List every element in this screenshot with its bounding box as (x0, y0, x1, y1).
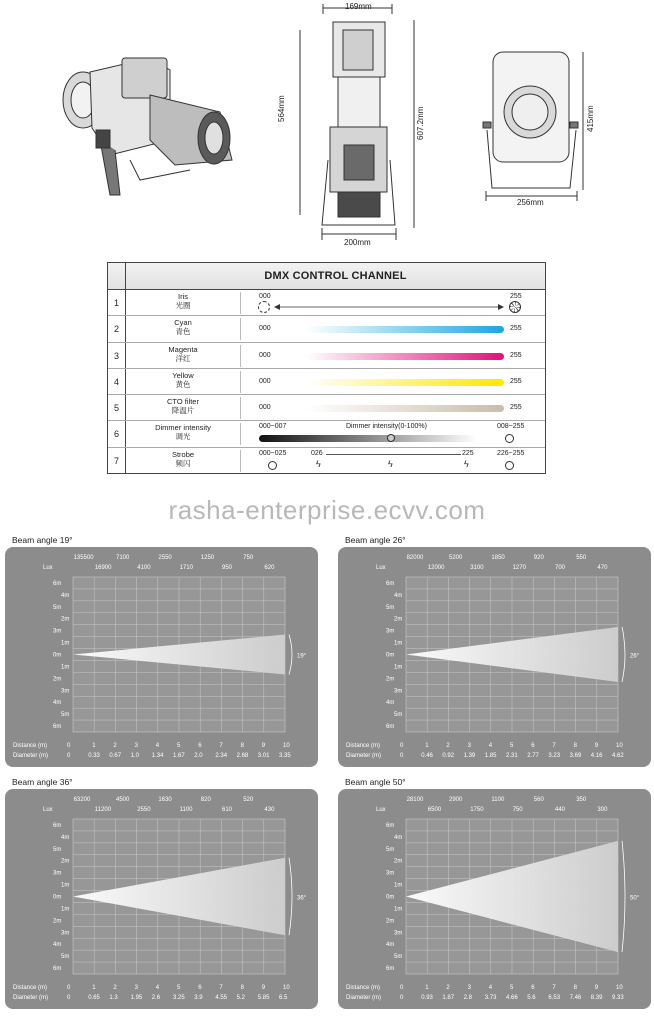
diameter-value: 1.85 (484, 753, 497, 759)
lux-value-top: 560 (533, 797, 544, 803)
lux-value-bottom: 700 (555, 565, 566, 571)
lux-value-bottom: 6500 (427, 807, 442, 813)
distance-value: 7 (552, 985, 556, 991)
y-axis-label: 1m (394, 640, 403, 647)
y-axis-label: 1m (394, 664, 403, 671)
lux-value-top: 4500 (116, 797, 130, 803)
lux-value-bottom: 11200 (94, 807, 112, 813)
lux-value-top: 1250 (200, 555, 215, 561)
channel-name-cn: 青色 (175, 327, 191, 337)
beam-angle-label: 26° (630, 653, 640, 660)
y-axis-label: 2m (53, 676, 62, 683)
beam-chart-36 (5, 789, 318, 1009)
y-axis-label: 6m (386, 580, 395, 587)
lux-value-bottom: 300 (597, 807, 608, 813)
y-axis-label: 4m (386, 942, 395, 949)
lux-value-bottom: 750 (512, 807, 523, 813)
distance-value: 5 (510, 985, 514, 991)
cto-gradient-bar (306, 405, 504, 412)
lux-value-bottom: 1710 (179, 565, 193, 571)
y-axis-label: 4m (61, 834, 70, 841)
distance-value: 8 (240, 985, 244, 991)
lux-value-bottom: 16900 (94, 565, 112, 571)
distance-value: 7 (219, 985, 223, 991)
dim-415: 415mm (586, 105, 595, 132)
y-axis-label: 4m (386, 700, 395, 707)
distance-value: 6 (198, 743, 202, 749)
beam-title-50: Beam angle 50° (345, 777, 406, 787)
beam-chart-50 (338, 789, 651, 1009)
distance-value: 0 (400, 985, 404, 991)
drawings-svg (0, 0, 654, 258)
channel-name-cn: 降温片 (171, 406, 195, 416)
y-axis-label: 2m (61, 616, 70, 623)
beam-chart-svg (5, 789, 318, 1009)
y-axis-label: 3m (394, 688, 403, 695)
y-axis-label: 3m (53, 628, 62, 635)
range-low: 000~025 (259, 449, 287, 457)
diameter-axis-label: Diameter (m) (13, 753, 49, 759)
dmx-row-number: 6 (108, 421, 126, 446)
cyan-gradient-bar (306, 326, 504, 333)
lux-value-bottom: 470 (597, 565, 608, 571)
dmx-row-name (126, 292, 241, 314)
lux-axis-label: Lux (376, 807, 386, 813)
range-high: 255 (510, 404, 522, 412)
diameter-value: 2.0 (194, 753, 203, 759)
distance-value: 7 (219, 743, 223, 749)
diameter-value: 0 (400, 995, 404, 1001)
yellow-gradient-bar (306, 379, 504, 386)
dmx-rows (108, 290, 545, 474)
diameter-value: 4.55 (215, 995, 228, 1001)
distance-value: 1 (425, 985, 429, 991)
range-high: 226~255 (497, 449, 525, 457)
distance-value: 1 (92, 743, 96, 749)
distance-value: 10 (616, 743, 623, 749)
channel-name-cn: 频闪 (175, 458, 191, 468)
lux-value-top: 82000 (406, 555, 424, 561)
y-axis-label: 0m (53, 894, 62, 901)
diameter-value: 3.9 (194, 995, 203, 1001)
lux-value-top: 920 (533, 555, 544, 561)
beam-chart-svg (338, 789, 651, 1009)
lux-value-bottom: 950 (222, 565, 233, 571)
distance-value: 4 (155, 743, 160, 749)
dmx-index-header-cell (108, 263, 126, 289)
y-axis-label: 6m (386, 822, 395, 829)
y-axis-label: 2m (394, 616, 403, 623)
diameter-value: 0 (67, 995, 71, 1001)
y-axis-label: 1m (61, 664, 70, 671)
y-axis-label: 1m (394, 906, 403, 913)
dimmer-gradient-bar (259, 435, 477, 442)
y-axis-label: 6m (53, 966, 62, 973)
diameter-value: 2.68 (236, 753, 249, 759)
lux-value-bottom: 440 (555, 807, 566, 813)
y-axis-label: 6m (386, 966, 395, 973)
distance-value: 2 (446, 985, 450, 991)
diameter-axis-label: Diameter (m) (346, 753, 382, 759)
beam-angle-label: 19° (297, 653, 307, 660)
dmx-table-title: DMX CONTROL CHANNEL (264, 270, 407, 282)
diameter-value: 7.46 (569, 995, 582, 1001)
y-axis-label: 5m (394, 954, 403, 961)
y-axis-label: 3m (61, 688, 70, 695)
diameter-value: 3.25 (173, 995, 185, 1001)
dmx-row-number: 2 (108, 316, 126, 341)
diameter-value: 2.8 (463, 995, 472, 1001)
dmx-row-cto-filter (108, 395, 545, 421)
beam-angle-label: 36° (297, 895, 307, 902)
y-axis-label: 5m (386, 604, 395, 611)
dmx-table-header (108, 263, 545, 290)
y-axis-label: 5m (61, 954, 70, 961)
range-low: 000 (259, 404, 271, 412)
range-high: 255 (510, 377, 522, 385)
y-axis-label: 5m (386, 846, 395, 853)
lux-value-bottom: 620 (264, 565, 275, 571)
range-high: 255 (510, 351, 522, 359)
y-axis-label: 0m (386, 894, 395, 901)
distance-value: 4 (488, 743, 493, 749)
diameter-value: 0 (400, 753, 404, 759)
dim-564: 564mm (277, 95, 286, 122)
lux-value-bottom: 2550 (137, 807, 151, 813)
distance-value: 2 (113, 985, 117, 991)
product-drawings (0, 0, 654, 258)
diameter-value: 9.33 (612, 995, 624, 1001)
watermark-text: rasha-enterprise.ecvv.com (168, 495, 486, 525)
range-low: 000 (259, 377, 271, 385)
diameter-value: 4.66 (506, 995, 518, 1001)
distance-axis-label: Distance (m) (346, 743, 381, 749)
diameter-value: 6.5 (279, 995, 288, 1001)
diameter-value: 3.23 (548, 753, 561, 759)
lux-value-top: 550 (576, 555, 587, 561)
dmx-row-name (126, 423, 241, 445)
lux-value-bottom: 1750 (470, 807, 484, 813)
distance-value: 8 (573, 743, 577, 749)
channel-name-cn: 洋红 (175, 353, 191, 363)
distance-value: 5 (177, 985, 181, 991)
channel-name: Cyan (174, 318, 192, 328)
beam-angle-label: 50° (630, 895, 640, 902)
distance-value: 1 (92, 985, 96, 991)
lux-value-top: 1100 (491, 797, 505, 803)
lightning-slow-icon: ϟ (316, 458, 321, 469)
y-axis-label: 1m (61, 882, 70, 889)
beam-title-19: Beam angle 19° (12, 535, 73, 545)
diameter-axis-label: Diameter (m) (13, 995, 49, 1001)
dimmer-full-icon (505, 434, 514, 443)
dmx-row-number: 1 (108, 290, 126, 315)
dmx-row-number: 7 (108, 448, 126, 474)
dmx-row-number: 3 (108, 343, 126, 368)
diameter-value: 5.6 (527, 995, 536, 1001)
dim-607: 607.2mm (416, 106, 425, 140)
y-axis-label: 2m (394, 858, 403, 865)
diameter-value: 2.34 (215, 753, 228, 759)
diameter-value: 1.67 (173, 753, 185, 759)
y-axis-label: 4m (53, 700, 62, 707)
diameter-value: 4.62 (612, 753, 624, 759)
magenta-gradient-bar (306, 353, 504, 360)
dimmer-intensity-label: Dimmer intensity(0-100%) (346, 423, 427, 431)
distance-value: 5 (177, 743, 181, 749)
lux-value-top: 1850 (491, 555, 505, 561)
lux-value-top: 520 (243, 797, 254, 803)
diameter-value: 4.16 (590, 753, 603, 759)
channel-name: Yellow (172, 370, 194, 380)
y-axis-label: 2m (61, 858, 70, 865)
lux-value-top: 750 (243, 555, 254, 561)
diameter-value: 0.67 (109, 753, 122, 759)
strobe-end-value: 225 (462, 449, 474, 457)
strobe-start-value: 026 (311, 449, 323, 457)
diameter-value: 3.01 (257, 753, 270, 759)
y-axis-label: 5m (53, 604, 62, 611)
y-axis-label: 6m (53, 724, 62, 731)
range-high: 255 (510, 325, 522, 333)
y-axis-label: 1m (394, 882, 403, 889)
lightning-fast-icon: ϟ (464, 458, 469, 469)
lux-value-bottom: 430 (264, 807, 275, 813)
y-axis-label: 5m (394, 712, 403, 719)
distance-value: 9 (594, 743, 599, 749)
distance-value: 10 (283, 985, 290, 991)
dmx-row-name (126, 345, 241, 367)
distance-value: 6 (531, 985, 535, 991)
distance-value: 3 (134, 985, 138, 991)
dim-169: 169mm (345, 2, 372, 11)
diameter-axis-label: Diameter (m) (346, 995, 382, 1001)
diameter-value: 3.35 (279, 753, 291, 759)
lux-value-bottom: 610 (222, 807, 233, 813)
y-axis-label: 3m (386, 870, 395, 877)
diameter-value: 1.95 (130, 995, 143, 1001)
y-axis-label: 4m (61, 592, 70, 599)
beam-angle-arc (622, 841, 625, 952)
distance-value: 9 (261, 985, 266, 991)
fixture-front-view (483, 52, 583, 201)
y-axis-label: 6m (386, 724, 395, 731)
lux-axis-label: Lux (43, 565, 53, 571)
y-axis-label: 5m (53, 846, 62, 853)
distance-value: 7 (552, 743, 556, 749)
y-axis-label: 6m (53, 822, 62, 829)
beam-angle-arc (289, 858, 292, 936)
beam-chart-svg (338, 547, 651, 767)
strobe-open-icon (505, 461, 514, 470)
diameter-value: 0.93 (421, 995, 433, 1001)
dmx-row-name (126, 371, 241, 393)
range-low: 000 (259, 351, 271, 359)
lux-value-bottom: 12000 (427, 565, 445, 571)
channel-name: Dimmer intensity (155, 423, 211, 433)
y-axis-label: 2m (386, 918, 395, 925)
diameter-value: 0.46 (421, 753, 433, 759)
y-axis-label: 3m (53, 870, 62, 877)
channel-name: Strobe (171, 449, 195, 459)
lux-value-top: 135500 (73, 555, 94, 561)
lux-value-top: 28100 (406, 797, 424, 803)
dim-200: 200mm (344, 238, 371, 247)
distance-value: 6 (198, 985, 202, 991)
dmx-row-number: 5 (108, 395, 126, 420)
beam-title-26: Beam angle 26° (345, 535, 406, 545)
distance-value: 1 (425, 743, 429, 749)
channel-name-cn: 黄色 (175, 379, 191, 389)
lux-value-top: 350 (576, 797, 587, 803)
distance-axis-label: Distance (m) (13, 985, 48, 991)
distance-value: 4 (155, 985, 160, 991)
distance-value: 3 (134, 743, 138, 749)
y-axis-label: 2m (53, 918, 62, 925)
lux-axis-label: Lux (376, 565, 386, 571)
dmx-row-dimmer (108, 421, 545, 447)
channel-name: Magenta (168, 344, 198, 354)
dmx-row-name (126, 318, 241, 340)
iris-closed-icon (258, 301, 270, 313)
beam-chart-svg (5, 547, 318, 767)
dmx-row-cyan (108, 316, 545, 342)
y-axis-label: 2m (386, 676, 395, 683)
diameter-value: 5.85 (257, 995, 270, 1001)
diameter-value: 6.53 (548, 995, 561, 1001)
diameter-value: 5.2 (236, 995, 245, 1001)
beam-angle-arc (622, 627, 625, 682)
channel-name: CTO filter (167, 397, 199, 407)
lux-value-bottom: 3100 (470, 565, 484, 571)
distance-value: 2 (446, 743, 450, 749)
lux-value-bottom: 1270 (512, 565, 526, 571)
dmx-row-strobe (108, 448, 545, 474)
diameter-value: 3.69 (569, 753, 582, 759)
dmx-row-number: 4 (108, 369, 126, 394)
dmx-row-name (126, 397, 241, 419)
y-axis-label: 1m (61, 906, 70, 913)
distance-axis-label: Distance (m) (13, 743, 48, 749)
range-high: 255 (510, 293, 522, 300)
distance-value: 0 (67, 743, 71, 749)
diameter-value: 2.31 (506, 753, 518, 759)
beam-chart-19 (5, 547, 318, 767)
y-axis-label: 4m (394, 834, 403, 841)
diameter-value: 1.87 (442, 995, 455, 1001)
dmx-row-magenta (108, 343, 545, 369)
dmx-control-table (107, 262, 546, 474)
lux-value-top: 7100 (116, 555, 130, 561)
distance-value: 3 (467, 743, 471, 749)
diameter-value: 0.92 (442, 753, 455, 759)
lux-value-bottom: 4100 (137, 565, 151, 571)
beam-title-36: Beam angle 36° (12, 777, 73, 787)
lux-value-top: 5200 (449, 555, 463, 561)
dim-256: 256mm (517, 198, 544, 207)
diameter-value: 1.0 (130, 753, 139, 759)
distance-value: 4 (488, 985, 493, 991)
lightning-medium-icon: ϟ (388, 458, 393, 469)
y-axis-label: 3m (394, 930, 403, 937)
strobe-range-line (326, 454, 461, 455)
fixture-perspective-illustration (63, 58, 232, 195)
distance-value: 6 (531, 743, 535, 749)
dmx-row-name (126, 450, 241, 472)
distance-value: 9 (594, 985, 599, 991)
distance-value: 8 (573, 985, 577, 991)
range-low: 000~007 (259, 423, 287, 431)
lux-value-bottom: 1100 (179, 807, 193, 813)
diameter-value: 1.39 (463, 753, 476, 759)
fixture-side-view (300, 4, 414, 240)
channel-name-cn: 光圈 (175, 301, 191, 310)
range-low: 000 (259, 293, 271, 300)
y-axis-label: 0m (386, 652, 395, 659)
diameter-value: 0 (67, 753, 71, 759)
distance-value: 0 (67, 985, 71, 991)
beam-chart-26 (338, 547, 651, 767)
iris-range-arrow (274, 302, 504, 312)
diameter-value: 0.33 (88, 753, 100, 759)
lux-value-top: 63200 (73, 797, 91, 803)
y-axis-label: 1m (61, 640, 70, 647)
diameter-value: 8.39 (590, 995, 603, 1001)
distance-value: 5 (510, 743, 514, 749)
distance-axis-label: Distance (m) (346, 985, 381, 991)
range-low: 000 (259, 325, 271, 333)
channel-name-cn: 调光 (175, 432, 191, 442)
y-axis-label: 3m (386, 628, 395, 635)
distance-value: 10 (283, 743, 290, 749)
range-high: 008~255 (497, 423, 525, 431)
dmx-row-iris (108, 290, 545, 316)
beam-angle-arc (289, 635, 292, 675)
iris-open-icon (509, 301, 521, 313)
diameter-value: 1.3 (109, 995, 118, 1001)
lux-value-top: 820 (200, 797, 211, 803)
distance-value: 10 (616, 985, 623, 991)
distance-value: 2 (113, 743, 117, 749)
y-axis-label: 6m (53, 580, 62, 587)
lux-value-top: 1630 (158, 797, 172, 803)
diameter-value: 3.73 (484, 995, 497, 1001)
distance-value: 9 (261, 743, 266, 749)
dmx-row-yellow (108, 369, 545, 395)
y-axis-label: 4m (53, 942, 62, 949)
diameter-value: 1.34 (151, 753, 164, 759)
lux-axis-label: Lux (43, 807, 53, 813)
lux-value-top: 2550 (158, 555, 172, 561)
diameter-value: 2.77 (527, 753, 539, 759)
diameter-value: 0.65 (88, 995, 100, 1001)
channel-name: Iris (178, 292, 188, 301)
y-axis-label: 5m (61, 712, 70, 719)
y-axis-label: 0m (53, 652, 62, 659)
strobe-off-icon (268, 461, 277, 470)
distance-value: 8 (240, 743, 244, 749)
y-axis-label: 3m (61, 930, 70, 937)
distance-value: 3 (467, 985, 471, 991)
diameter-value: 2.6 (151, 995, 161, 1001)
lux-value-top: 2900 (449, 797, 463, 803)
y-axis-label: 4m (394, 592, 403, 599)
distance-value: 0 (400, 743, 404, 749)
